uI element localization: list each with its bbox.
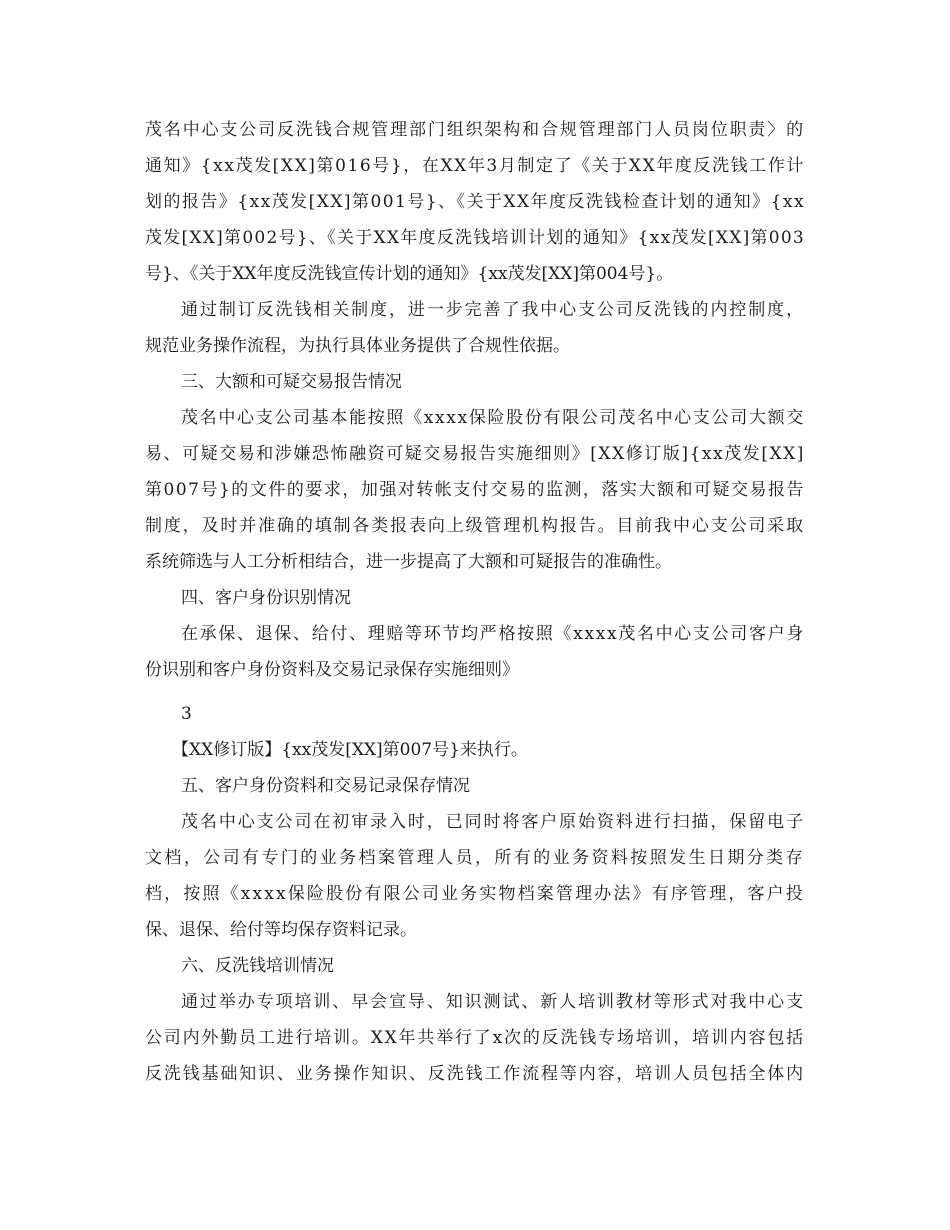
text-line: 公司内外勤员工进行培训。XX年共举行了x次的反洗钱专场培训，培训内容包括 (145, 1028, 805, 1048)
text-line: 系统筛选与人工分析相结合，进一步提高了大额和可疑报告的准确性。 (145, 552, 672, 572)
page-number: 3 (181, 704, 192, 724)
text-line: 茂名中心支公司反洗钱合规管理部门组织架构和合规管理部门人员岗位职责〉的 (145, 120, 805, 140)
section-heading-training: 六、反洗钱培训情况 (181, 956, 334, 976)
text-line: 茂名中心支公司基本能按照《xxxx保险股份有限公司茂名中心支公司大额交 (181, 408, 805, 428)
text-line: 通知》{xx茂发[XX]第016号}，在XX年3月制定了《关于XX年度反洗钱工作计 (145, 156, 805, 176)
paragraph-notice-list (145, 112, 805, 292)
paragraph-customer-id (145, 616, 805, 688)
text-line: 茂发[XX]第002号}、《关于XX年度反洗钱培训计划的通知》{xx茂发[XX]第003 (145, 228, 805, 248)
text-line: 在承保、退保、给付、理赔等环节均严格按照《xxxx茂名中心支公司客户身 (181, 624, 805, 644)
text-line: 易、可疑交易和涉嫌恐怖融资可疑交易报告实施细则》[XX修订版]{xx茂发[XX] (145, 444, 805, 464)
text-line: 号}、《关于XX年度反洗钱宣传计划的通知》{xx茂发[XX]第004号}。 (145, 264, 674, 284)
text-line: 反洗钱基础知识、业务操作知识、反洗钱工作流程等内容，培训人员包括全体内 (145, 1064, 805, 1084)
text-line: 通过举办专项培训、早会宣导、知识测试、新人培训教材等形式对我中心支 (181, 992, 805, 1012)
text-line: 保、退保、给付等均保存资料记录。 (145, 920, 417, 940)
paragraph-internal-control (145, 292, 805, 364)
paragraph-records (145, 804, 805, 948)
text-line: 档，按照《xxxx保险股份有限公司业务实物档案管理办法》有序管理，客户投 (145, 884, 805, 904)
paragraph-revised-edition: 【XX修订版】{xx茂发[XX]第007号}来执行。 (172, 740, 528, 760)
text-line: 规范业务操作流程，为执行具体业务提供了合规性依据。 (145, 336, 570, 356)
section-heading-records: 五、客户身份资料和交易记录保存情况 (181, 776, 470, 796)
paragraph-training (145, 984, 805, 1092)
text-line: 文档，公司有专门的业务档案管理人员，所有的业务资料按照发生日期分类存 (145, 848, 805, 868)
section-heading-large-suspicious: 三、大额和可疑交易报告情况 (181, 372, 402, 392)
text-line: 茂名中心支公司在初审录入时，已同时将客户原始资料进行扫描，保留电子 (181, 812, 805, 832)
paragraph-large-suspicious (145, 400, 805, 580)
text-line: 第007号}的文件的要求，加强对转帐支付交易的监测，落实大额和可疑交易报告 (145, 480, 805, 500)
section-heading-customer-id: 四、客户身份识别情况 (181, 588, 351, 608)
text-line: 制度，及时并准确的填制各类报表向上级管理机构报告。目前我中心支公司采取 (145, 516, 805, 536)
text-line: 通过制订反洗钱相关制度，进一步完善了我中心支公司反洗钱的内控制度， (181, 300, 805, 320)
text-line: 划的报告》{xx茂发[XX]第001号}、《关于XX年度反洗钱检查计划的通知》{xx (145, 192, 805, 212)
text-line: 份识别和客户身份资料及交易记录保存实施细则》 (145, 660, 519, 680)
